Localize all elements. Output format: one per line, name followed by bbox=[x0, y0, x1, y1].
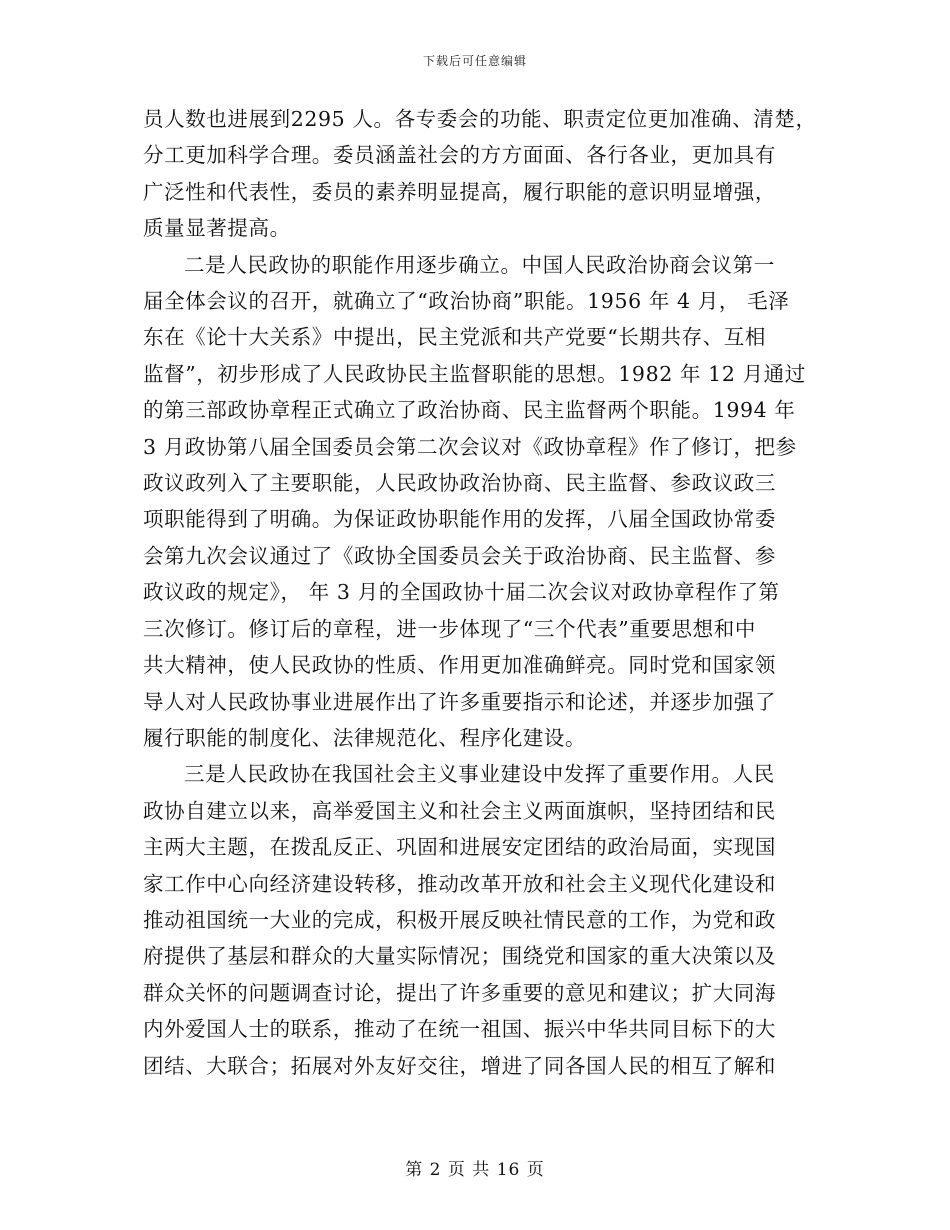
text-line: 府提供了基层和群众的大量实际情况；围绕党和国家的重大决策以及 bbox=[143, 944, 776, 969]
text-line: 3 月政协第八届全国委员会第二次会议对《政协章程》作了修订，把参 bbox=[143, 434, 797, 459]
document-body bbox=[143, 101, 817, 1084]
text-line: 监督”，初步形成了人民政协民主监督职能的思想。1982 年 12 月通过 bbox=[143, 361, 806, 386]
page-footer: 第 2 页 共 16 页 bbox=[405, 1160, 545, 1180]
text-line: 三次修订。修订后的章程，进一步体现了“三个代表”重要思想和中 bbox=[143, 616, 756, 641]
text-line: 员人数也进展到2295 人。各专委会的功能、职责定位更加准确、清楚， bbox=[143, 107, 817, 131]
text-line: 项职能得到了明确。为保证政协职能作用的发挥，八届全国政协常委 bbox=[143, 507, 776, 532]
text-line: 的第三部政协章程正式确立了政治协商、民主监督两个职能。1994 年 bbox=[143, 398, 796, 423]
text-line: 共大精神，使人民政协的性质、作用更加准确鲜亮。同时党和国家领 bbox=[143, 653, 776, 678]
text-line: 届全体会议的召开，就确立了“政治协商”职能。1956 年 4 月， 毛泽 bbox=[143, 289, 790, 314]
text-line: 主两大主题，在拨乱反正、巩固和进展安定团结的政治局面，实现国 bbox=[143, 835, 776, 860]
text-line: 内外爱国人士的联系，推动了在统一祖国、振兴中华共同目标下的大 bbox=[143, 1017, 776, 1042]
text-line: 推动祖国统一大业的完成，积极开展反映社情民意的工作，为党和政 bbox=[143, 907, 776, 932]
text-line: 导人对人民政协事业进展作出了许多重要指示和论述，并逐步加强了 bbox=[143, 689, 776, 714]
text-line: 三是人民政协在我国社会主义事业建设中发挥了重要作用。人民 bbox=[184, 762, 775, 787]
text-line: 家工作中心向经济建设转移，推动改革开放和社会主义现代化建设和 bbox=[143, 871, 776, 896]
text-line: 会第九次会议通过了《政协全国委员会关于政治协商、民主监督、参 bbox=[143, 543, 776, 568]
text-line: 群众关怀的问题调查讨论，提出了许多重要的意见和建议；扩大同海 bbox=[143, 980, 776, 1005]
text-line: 质量显著提高。 bbox=[143, 216, 291, 241]
text-line: 东在《论十大关系》中提出，民主党派和共产党要“长期共存、互相 bbox=[143, 325, 766, 350]
text-line: 团结、大联合；拓展对外友好交往，增进了同各国人民的相互了解和 bbox=[143, 1053, 776, 1078]
text-line: 广泛性和代表性，委员的素养明显提高，履行职能的意识明显增强， bbox=[143, 179, 776, 204]
text-line: 履行职能的制度化、法律规范化、程序化建设。 bbox=[143, 725, 587, 750]
text-line: 政议政列入了主要职能，人民政协政治协商、民主监督、参政议政三 bbox=[143, 471, 776, 496]
text-line: 二是人民政协的职能作用逐步确立。中国人民政治协商会议第一 bbox=[184, 252, 775, 277]
text-line: 分工更加科学合理。委员涵盖社会的方方面面、各行各业，更加具有 bbox=[143, 143, 776, 168]
paragraph-1 bbox=[143, 101, 817, 247]
paragraph-3 bbox=[143, 756, 808, 1084]
text-line: 政协自建立以来，高举爱国主义和社会主义两面旗帜，坚持团结和民 bbox=[143, 798, 776, 823]
paragraph-2 bbox=[143, 247, 808, 757]
text-line: 政议政的规定》， 年 3 月的全国政协十届二次会议对政协章程作了第 bbox=[143, 580, 780, 605]
page-header: 下载后可任意编辑 bbox=[422, 54, 527, 68]
